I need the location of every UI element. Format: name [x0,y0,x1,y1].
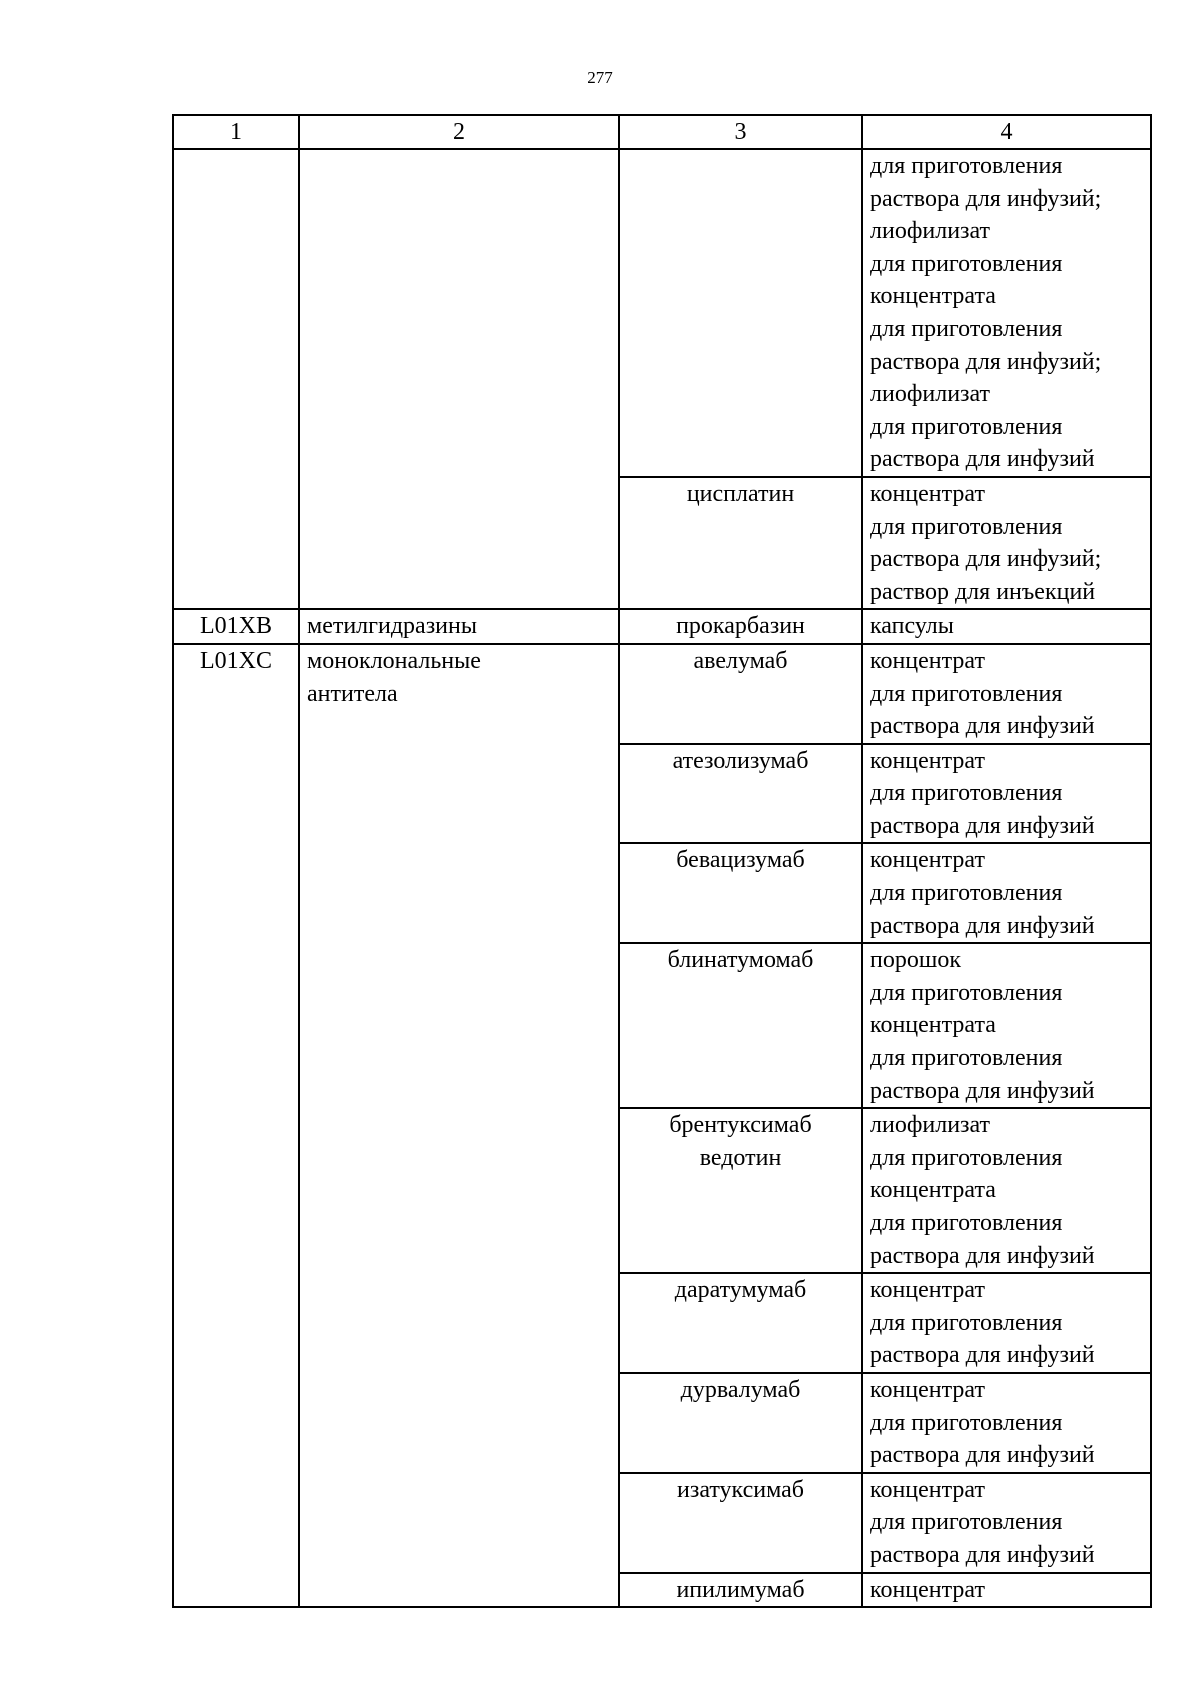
group-name-cell: метилгидразины [299,609,619,644]
column-header-3: 3 [619,115,862,149]
column-header-4: 4 [862,115,1151,149]
drug-name-cell: дурвалумаб [619,1373,862,1473]
drug-name-cell: брентуксимаб ведотин [619,1108,862,1273]
atc-code-cell: L01XB [173,609,299,644]
dosage-form-cell: для приготовления раствора для инфузий; лиофилизат для приготовления концентрата для приготовления раствора для инфузий; лиофилизат для приготовления раствора для инфузий [862,149,1151,477]
drug-name-cell: цисплатин [619,477,862,609]
drug-name-cell: даратумумаб [619,1273,862,1373]
medications-table [172,114,1152,1608]
dosage-form-cell: концентрат для приготовления раствора для инфузий [862,1273,1151,1373]
header-row [173,115,1151,149]
table-row [173,149,1151,477]
group-name-cell: моноклональные антитела [299,644,619,1607]
drug-name-cell [619,149,862,477]
dosage-form-cell: концентрат для приготовления раствора для инфузий; раствор для инъекций [862,477,1151,609]
drug-name-cell: изатуксимаб [619,1473,862,1573]
table-row [173,644,1151,744]
page-number: 277 [587,68,613,87]
group-name-cell [299,149,619,609]
column-header-1: 1 [173,115,299,149]
dosage-form-cell: порошок для приготовления концентрата для приготовления раствора для инфузий [862,943,1151,1108]
table-header [173,115,1151,149]
drug-name-cell: ипилимумаб [619,1573,862,1608]
dosage-form-cell: концентрат для приготовления раствора для инфузий [862,744,1151,844]
drug-name-cell: блинатумомаб [619,943,862,1108]
dosage-form-cell: концентрат для приготовления раствора для инфузий [862,1473,1151,1573]
dosage-form-cell: капсулы [862,609,1151,644]
drug-name-cell: бевацизумаб [619,843,862,943]
dosage-form-cell: концентрат для приготовления раствора для инфузий [862,644,1151,744]
drug-name-cell: атезолизумаб [619,744,862,844]
drug-name-cell: авелумаб [619,644,862,744]
table-body [173,149,1151,1607]
dosage-form-cell: концентрат для приготовления раствора для инфузий [862,1373,1151,1473]
dosage-form-cell: концентрат для приготовления раствора для инфузий [862,843,1151,943]
dosage-form-cell: концентрат [862,1573,1151,1608]
table-row [173,609,1151,644]
atc-code-cell [173,149,299,609]
column-header-2: 2 [299,115,619,149]
drug-name-cell: прокарбазин [619,609,862,644]
dosage-form-cell: лиофилизат для приготовления концентрата для приготовления раствора для инфузий [862,1108,1151,1273]
atc-code-cell: L01XC [173,644,299,1607]
